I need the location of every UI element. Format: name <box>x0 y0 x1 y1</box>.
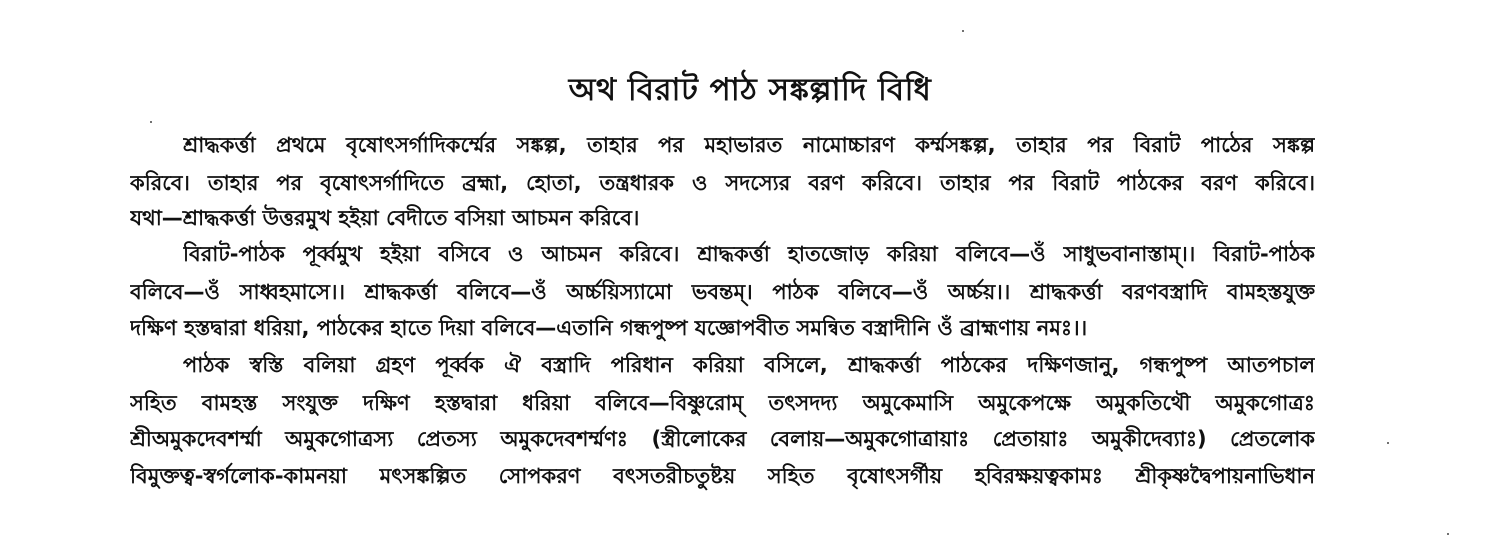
paragraph-2-line-2: বলিবে—ওঁ সাধ্বহমাসে।। শ্রাদ্ধকর্ত্তা বলিবে—ওঁ অর্চ্চয়িস্যামো ভবন্তম্। পাঠক বলিবে—ওঁ অর্চ্চয়।। শ্রাদ্ধকর্ত্তা বরণবস্ত্রাদি বামহস্তযুক্ত <box>130 280 1315 304</box>
document-title: অথ বিরাট পাঠ সঙ্কল্পাদি বিধি <box>568 72 932 108</box>
paragraph-1-line-1: শ্রাদ্ধকর্ত্তা প্রথমে বৃষোৎসর্গাদিকর্ম্মের সঙ্কল্প, তাহার পর মহাভারত নামোচ্চারণ কর্ম্মসঙ্কল্প, তাহার পর বিরাট পাঠের সঙ্কল্প <box>183 133 1315 157</box>
paragraph-2-line-1: বিরাট-পাঠক পূর্ব্বমুখ হইয়া বসিবে ও আচমন করিবে। শ্রাদ্ধকর্ত্তা হাতজোড় করিয়া বলিবে—ওঁ সাধুভবানাস্তাম্।। বিরাট-পাঠক <box>183 242 1315 266</box>
paragraph-1-line-3: যথা—শ্রাদ্ধকর্ত্তা উত্তরমুখ হইয়া বেদীতে বসিয়া আচমন করিবে। <box>130 206 640 230</box>
paragraph-3-line-2: সহিত বামহস্ত সংযুক্ত দক্ষিণ হস্তদ্বারা ধরিয়া বলিবে—বিষ্ণুরোম্ তৎসদদ্য অমুকেমাসি অমুকেপক্ষে অমুকতিথৌ অমুকগোত্রঃ <box>130 391 1315 415</box>
scan-speck <box>1447 533 1449 535</box>
scan-speck <box>962 30 964 32</box>
paragraph-2-line-3: দক্ষিণ হস্তদ্বারা ধরিয়া, পাঠকের হাতে দিয়া বলিবে—এতানি গন্ধপুষ্প যজ্ঞোপবীত সমন্বিত বস্ত্রাদীনি ওঁ ব্রাহ্মণায় নমঃ।। <box>130 316 1088 340</box>
scan-speck <box>150 121 152 123</box>
scan-speck <box>1387 442 1389 444</box>
paragraph-3-line-4: বিমুক্তত্ব-স্বর্গলোক-কামনয়া মৎসঙ্কল্পিত সোপকরণ বৎসতরীচতুষ্টয় সহিত বৃষোৎসর্গীয় হবিরক্ষয়ত্বকামঃ শ্রীকৃষ্ণদ্বৈপায়নাভিধান <box>130 464 1315 488</box>
paragraph-1-line-2: করিবে। তাহার পর বৃষোৎসর্গাদিতে ব্রহ্মা, হোতা, তন্ত্রধারক ও সদস্যের বরণ করিবে। তাহার পর বিরাট পাঠকের বরণ করিবে। <box>130 171 1315 195</box>
paragraph-3-line-3: শ্রীঅমুকদেবশর্ম্মা অমুকগোত্রস্য প্রেতস্য অমুকদেবশর্ম্মণঃ (স্ত্রীলোকের বেলায়—অমুকগোত্রায়াঃ প্রেতায়াঃ অমুকীদেব্যাঃ) প্রেতলোক <box>130 427 1315 451</box>
paragraph-3-line-1: পাঠক স্বস্তি বলিয়া গ্রহণ পূর্ব্বক ঐ বস্ত্রাদি পরিধান করিয়া বসিলে, শ্রাদ্ধকর্ত্তা পাঠকের দক্ষিণজানু, গন্ধপুষ্প আতপচাল <box>183 353 1315 377</box>
